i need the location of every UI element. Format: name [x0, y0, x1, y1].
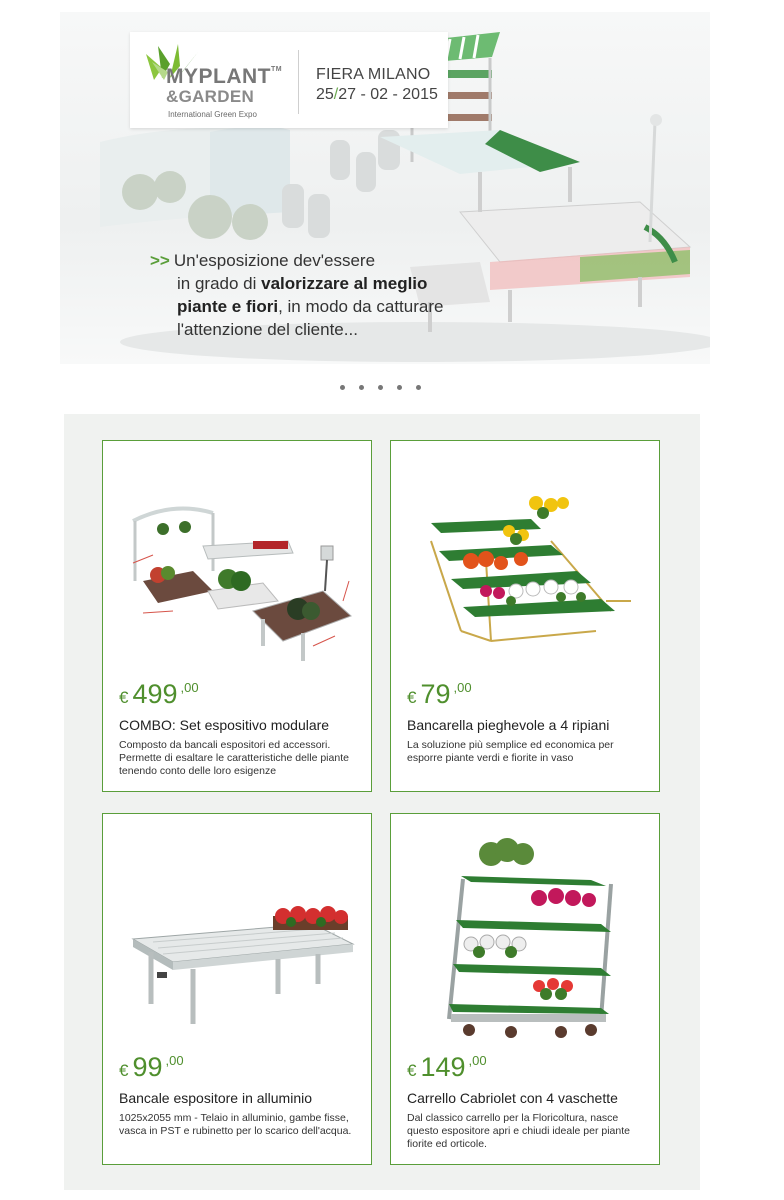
product-title[interactable]: COMBO: Set espositivo modulare	[119, 717, 330, 733]
product-card-bancale[interactable]	[102, 813, 372, 1165]
product-title[interactable]: Bancarella pieghevole a 4 ripiani	[407, 717, 610, 733]
price: € 99 $^{,00}$	[119, 1052, 184, 1082]
product-card-combo[interactable]	[102, 440, 372, 792]
carousel-dot-2[interactable]	[359, 385, 364, 390]
fair-date: 25/27 - 02 - 2015	[316, 86, 438, 103]
product-card-bancarella[interactable]	[390, 440, 660, 792]
price: € 499 $^{,00}$	[119, 679, 199, 709]
product-card-carrello[interactable]	[390, 813, 660, 1165]
hero-tagline: >> Un'esposizione dev'essere in grado di valorizzare al meglio piante e fiori, in modo da catturare l'attenzione del cliente...	[150, 251, 444, 339]
logo-tagline: International Green Expo	[168, 110, 257, 119]
product-description: Composto da bancali espositori ed accessori. Permette di esaltare le caratteristiche delle piante tenendo conto delle loro esigenze	[119, 739, 349, 777]
combo-set-image	[113, 451, 361, 671]
logo-subword: &GARDEN	[166, 87, 255, 106]
carousel-dot-1[interactable]	[340, 385, 345, 390]
aluminium-bench-image	[113, 824, 361, 1044]
hero-banner[interactable]	[60, 12, 710, 364]
product-title[interactable]: Bancale espositore in alluminio	[119, 1090, 312, 1106]
double-chevron-icon: >>	[150, 251, 170, 270]
event-logo-card[interactable]	[130, 32, 448, 128]
folding-stand-image	[401, 451, 649, 671]
price: € 79 $^{,00}$	[407, 679, 472, 709]
logo-divider	[298, 50, 299, 114]
product-description: Dal classico carrello per la Floricoltura, nasce questo espositore apri e chiudi ideale per piante fiorite ed orticole.	[407, 1112, 630, 1150]
product-title[interactable]: Carrello Cabriolet con 4 vaschette	[407, 1090, 618, 1106]
price: € 149 $^{,00}$	[407, 1052, 487, 1082]
cabriolet-cart-image	[401, 824, 649, 1044]
logo-wordmark: MYPLANT™	[166, 65, 283, 88]
carousel-dot-5[interactable]	[416, 385, 421, 390]
carousel-dot-3[interactable]	[378, 385, 383, 390]
fair-city: FIERA MILANO	[316, 66, 431, 83]
product-description: 1025x2055 mm - Telaio in alluminio, gambe fisse, vasca in PST e rubinetto per lo scarico dell'acqua.	[119, 1112, 352, 1137]
carousel-dot-4[interactable]	[397, 385, 402, 390]
carousel-dots	[340, 385, 421, 390]
product-description: La soluzione più semplice ed economica per esporre piante verdi e fiorite in vaso	[407, 739, 614, 764]
